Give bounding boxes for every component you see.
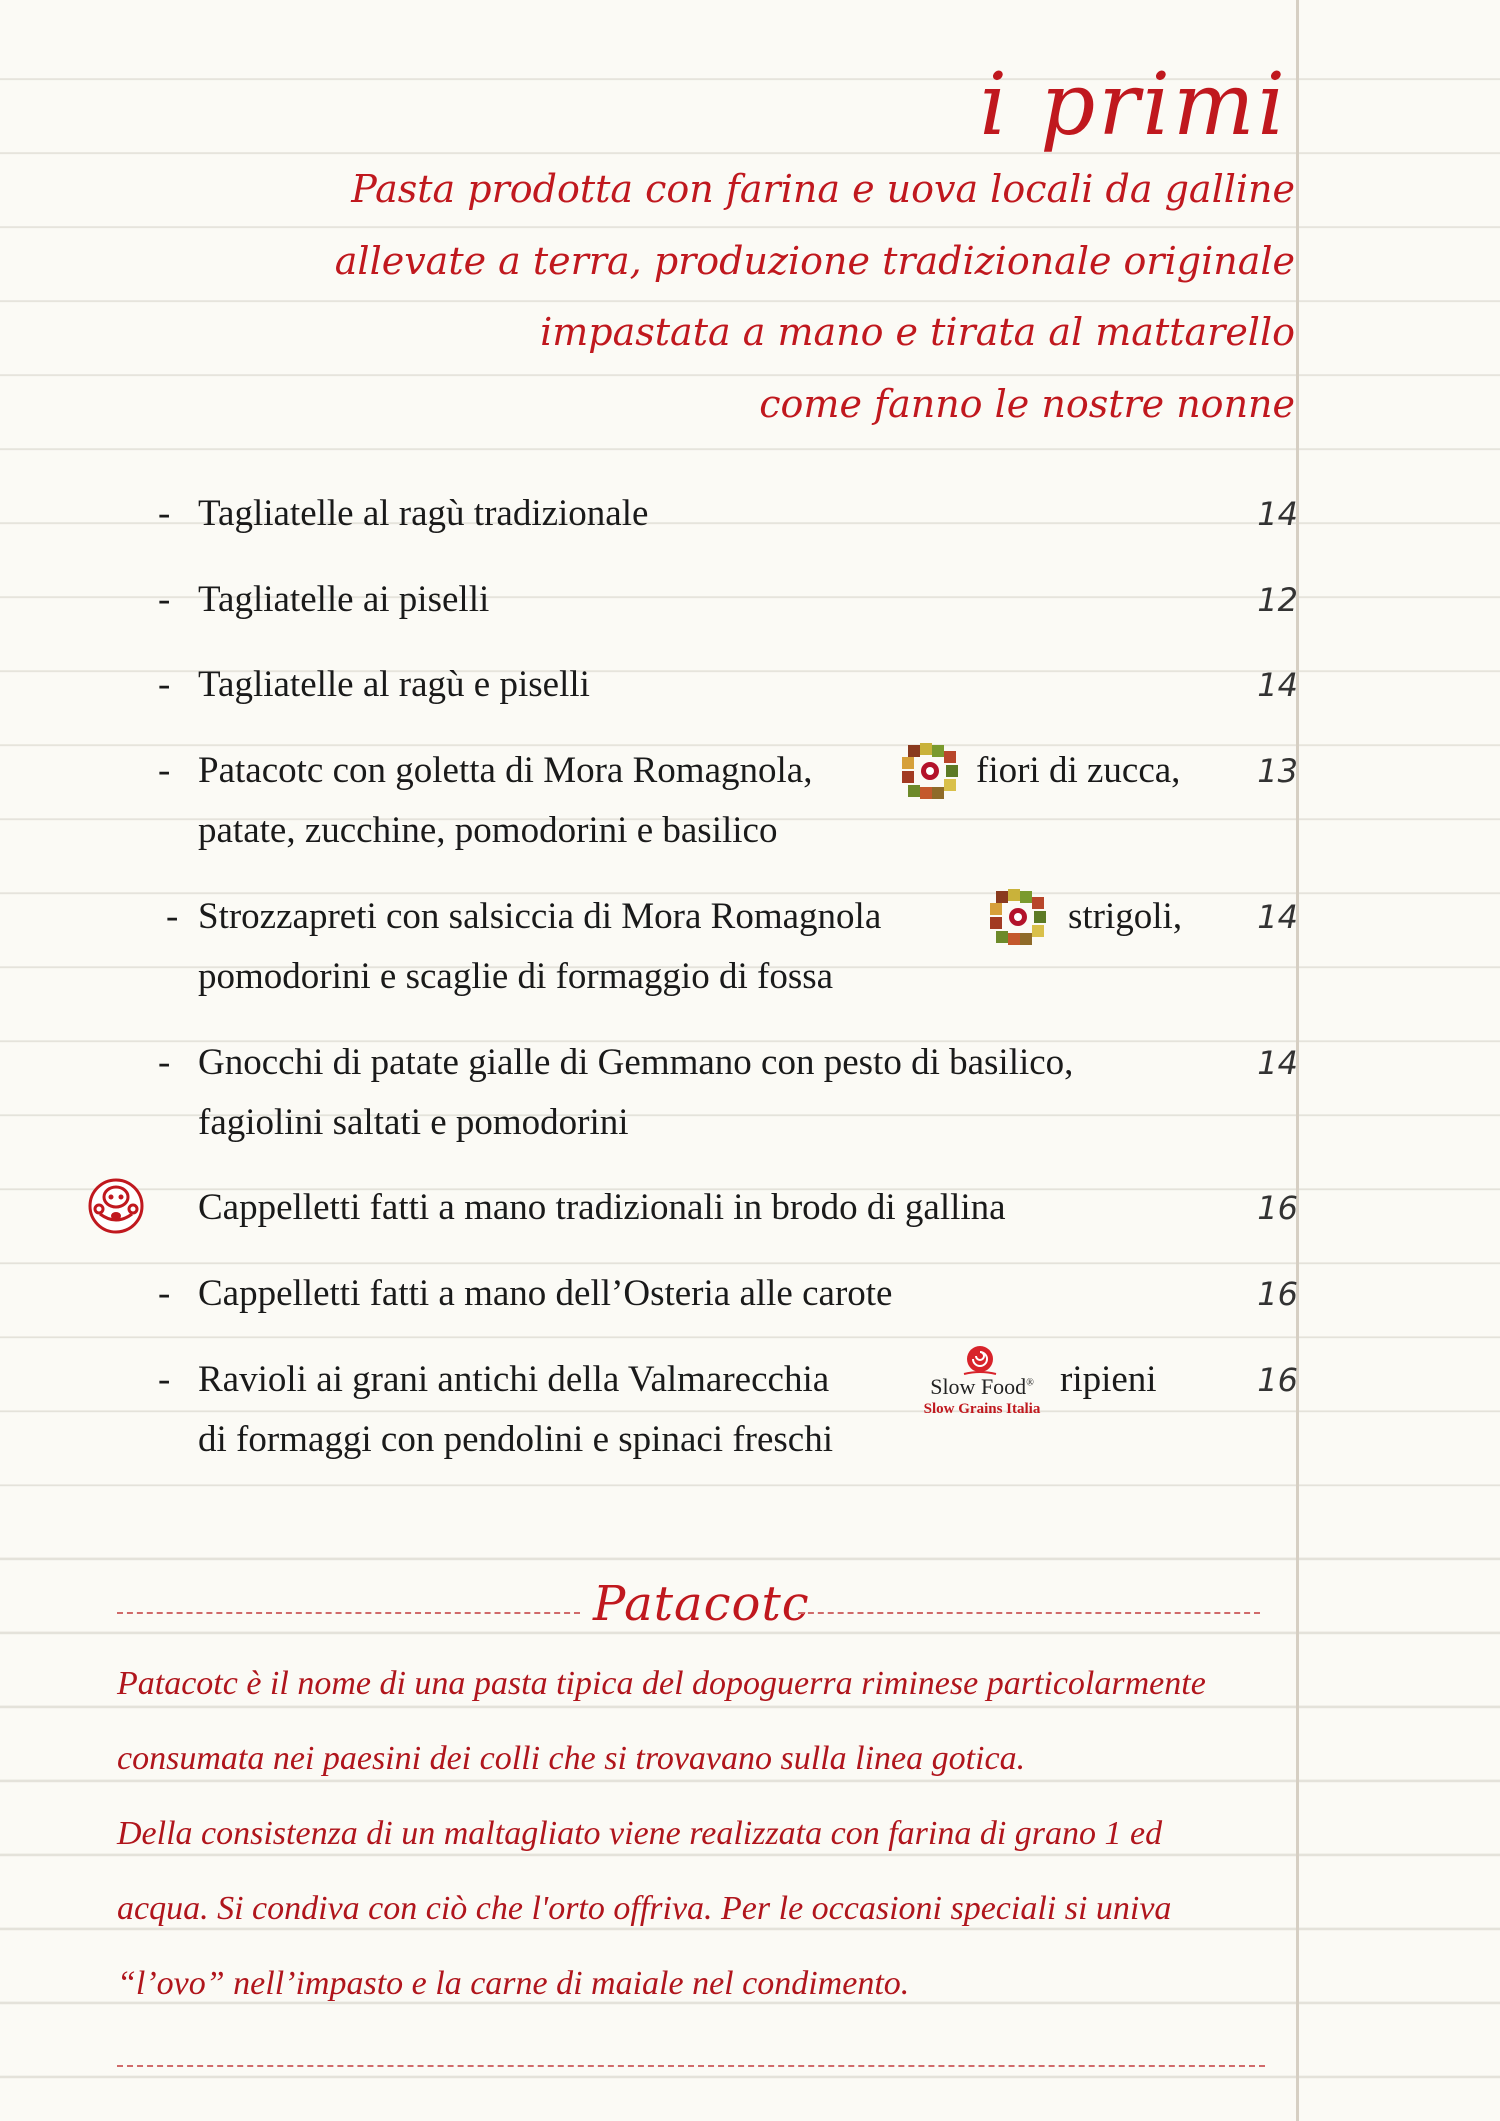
registered-mark: ® [1026,1377,1034,1389]
bullet: - [158,1359,171,1400]
bullet: - [158,664,171,705]
michelin-bibendum-icon [86,1176,146,1236]
dish-price: 14 [1257,666,1298,704]
bullet: - [158,493,171,534]
dish-price: 16 [1257,1275,1298,1313]
snail-icon [960,1344,1000,1378]
description-line-2: consumata nei paesini dei colli che si trovavano sulla linea gotica. [117,1740,1026,1777]
subtitle-line-4: come fanno le nostre nonne [759,382,1295,426]
menu-item [158,1033,1298,1153]
dish-price: 14 [1257,898,1298,936]
bullet: - [166,896,179,937]
dish-name: Cappelletti fatti a mano tradizionali in brodo di gallina [198,1187,1006,1228]
dashed-divider-bottom [117,2065,1265,2067]
dish-price: 12 [1257,581,1298,619]
dashed-divider-left [117,1612,580,1614]
bullet: - [158,579,171,620]
menu-item [158,741,1298,861]
dish-name-continued: fiori di zucca, [976,750,1181,791]
dish-name-continued: strigoli, [1068,896,1183,937]
section-heading: Patacotc [593,1576,810,1632]
menu-item [158,887,1298,1007]
dish-name: Tagliatelle al ragù e piselli [198,664,590,705]
dish-name: Tagliatelle al ragù tradizionale [198,493,649,534]
menu-item [158,1350,1298,1470]
slow-food-name: Slow Food [930,1374,1027,1399]
dish-name-line-2: fagiolini saltati e pomodorini [198,1102,629,1143]
dish-name-line-2: di formaggi con pendolini e spinaci freschi [198,1419,833,1460]
dish-price: 13 [1257,752,1298,790]
dish-name: Ravioli ai grani antichi della Valmarecchia [198,1359,830,1400]
dish-name-continued: ripieni [1060,1359,1157,1400]
bullet: - [158,1273,171,1314]
bullet: - [158,1042,171,1083]
subtitle-line-3: impastata a mano e tirata al mattarello [540,310,1295,354]
dish-price: 14 [1257,1044,1298,1082]
dish-price: 14 [1257,495,1298,533]
slow-food-subtitle: Slow Grains Italia [923,1401,1041,1417]
subtitle-line-2: allevate a terra, produzione tradizionale originale [334,239,1295,283]
subtitle-line-1: Pasta prodotta con farina e uova locali da galline [351,167,1295,211]
dish-name: Gnocchi di patate gialle di Gemmano con pesto di basilico, [198,1042,1074,1083]
dish-name: Patacotc con goletta di Mora Romagnola, [198,750,813,791]
page-title: i primi [979,55,1288,155]
dish-name: Cappelletti fatti a mano dell’Osteria alle carote [198,1273,893,1314]
dish-price: 16 [1257,1189,1298,1227]
description-line-5: “l’ovo” nell’impasto e la carne di maiale nel condimento. [117,1965,910,2002]
description-line-3: Della consistenza di un maltagliato viene realizzata con farina di grano 1 ed [117,1815,1163,1852]
description-line-4: acqua. Si condiva con ciò che l'orto offriva. Per le occasioni speciali si univa [117,1890,1172,1927]
mora-romagnola-mosaic-icon [900,741,960,801]
bullet: - [158,750,171,791]
slow-food-icon [912,1344,1052,1420]
mora-romagnola-mosaic-icon [988,887,1048,947]
dish-name: Strozzapreti con salsiccia di Mora Romagnola [198,896,882,937]
dashed-divider-right [798,1612,1260,1614]
dish-name: Tagliatelle ai piselli [198,579,490,620]
description-line-1: Patacotc è il nome di una pasta tipica del dopoguerra riminese particolarmente [117,1665,1206,1702]
dish-name-line-2: patate, zucchine, pomodorini e basilico [198,810,778,851]
dish-price: 16 [1257,1361,1298,1399]
dish-name-line-2: pomodorini e scaglie di formaggio di fossa [198,956,834,997]
